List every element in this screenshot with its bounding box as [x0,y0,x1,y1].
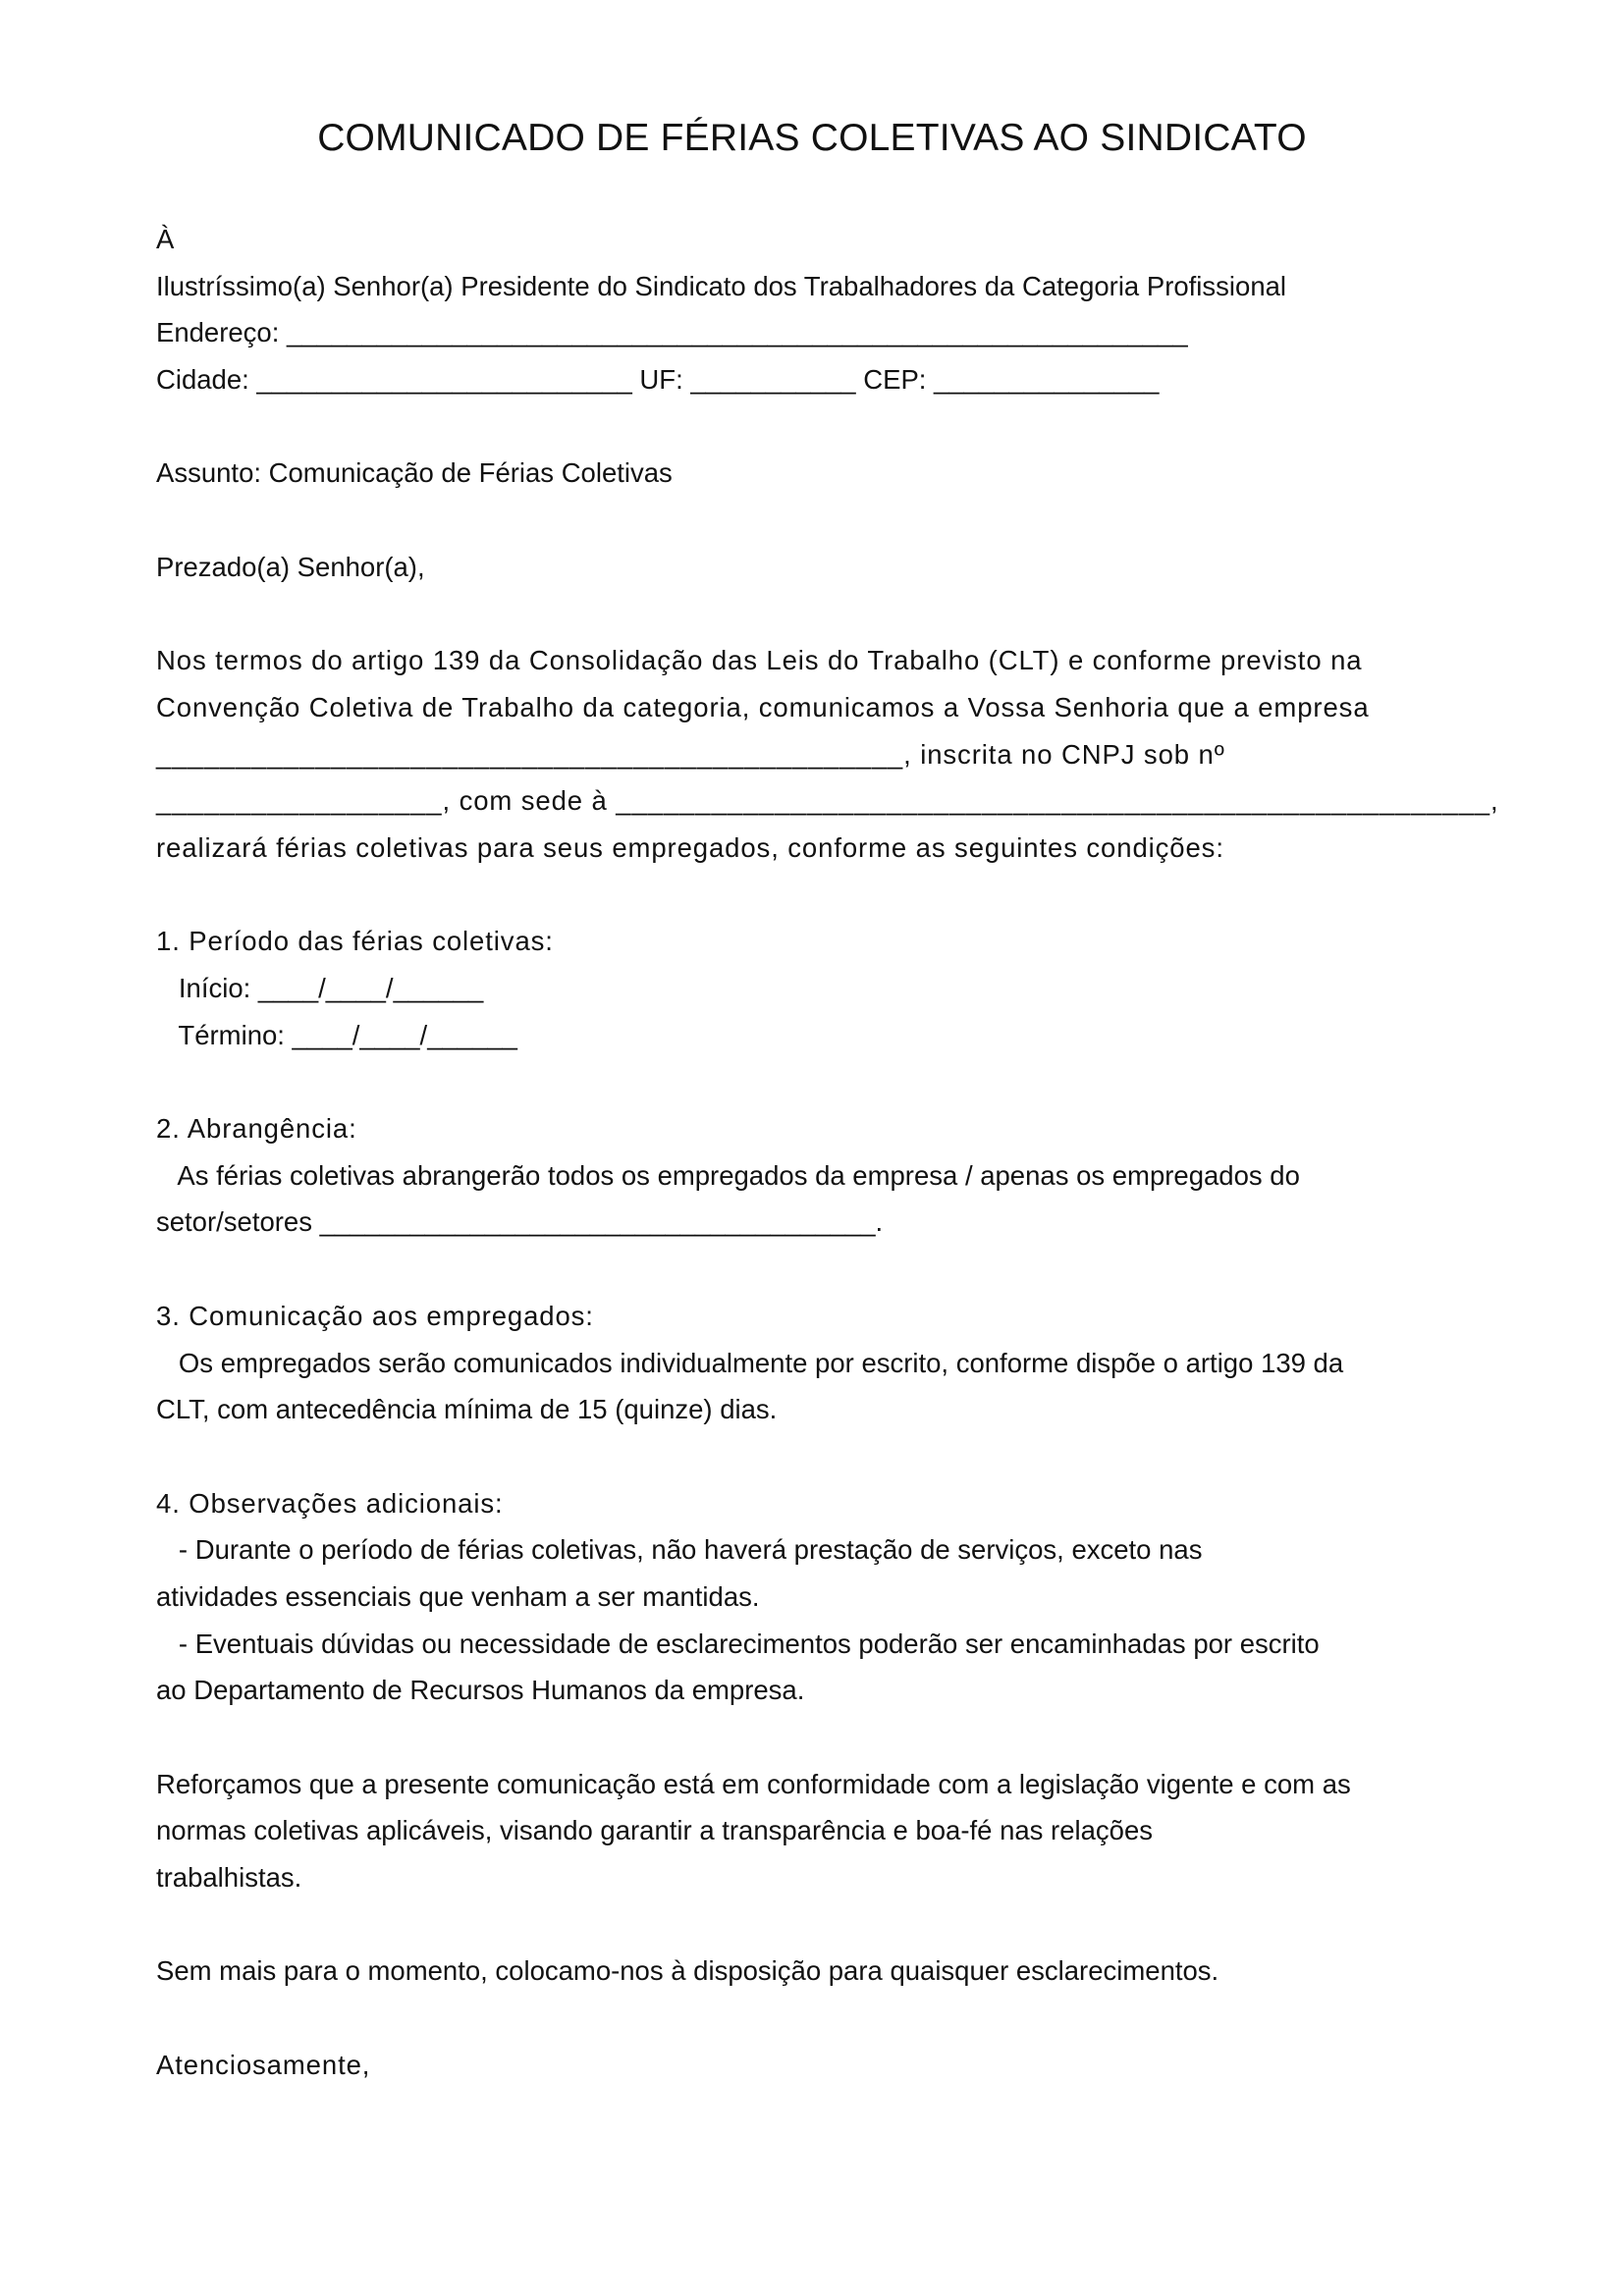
document-title: COMUNICADO DE FÉRIAS COLETIVAS AO SINDICATO [317,117,1307,159]
section-2-line: setor/setores _____________________________________. [156,1206,884,1238]
section-2-line: As férias coletivas abrangerão todos os empregados da empresa / apenas os empregados do [156,1159,1300,1191]
section-3-line: CLT, com antecedência mínima de 15 (quinze) dias. [156,1394,778,1425]
subject-line: Assunto: Comunicação de Férias Coletivas [156,457,673,489]
section-3-heading: 3. Comunicação aos empregados: [156,1300,594,1331]
recipient-to: À [156,224,175,254]
reinforcement-line: normas coletivas aplicáveis, visando garantir a transparência e boa-fé nas relações [156,1815,1153,1846]
section-2-heading: 2. Abrangência: [156,1113,357,1145]
document-body [156,216,1570,2089]
section-4-line: ao Departamento de Recursos Humanos da empresa. [156,1675,805,1706]
intro-line: realizará férias coletivas para seus empregados, conforme as seguintes condições: [156,831,1224,863]
address-field-line: Endereço: ____________________________________________________________ [156,317,1188,348]
salutation: Prezado(a) Senhor(a), [156,551,425,582]
section-3-line: Os empregados serão comunicados individualmente por escrito, conforme dispõe o artigo 139 da [156,1347,1344,1378]
section-4-line: - Durante o período de férias coletivas, não haverá prestação de serviços, exceto nas [156,1534,1203,1566]
vacation-end-date-field: Término: ____/____/______ [156,1019,517,1050]
recipient-addressee: Ilustríssimo(a) Senhor(a) Presidente do Sindicato dos Trabalhadores da Categoria Profissional [156,270,1287,301]
reinforcement-line: Reforçamos que a presente comunicação está em conformidade com a legislação vigente e com as [156,1768,1351,1799]
city-uf-cep-field-line: Cidade: _________________________ UF: ___________ CEP: _______________ [156,364,1160,396]
vacation-start-date-field: Início: ____/____/______ [156,973,484,1003]
section-4-heading: 4. Observações adicionais: [156,1487,504,1519]
section-4-line: - Eventuais dúvidas ou necessidade de esclarecimentos poderão ser encaminhadas por escrito [156,1628,1320,1659]
intro-line: Nos termos do artigo 139 da Consolidação das Leis do Trabalho (CLT) e conforme previsto na [156,645,1363,676]
section-4-line: atividades essenciais que venham a ser mantidas. [156,1580,760,1612]
reinforcement-line: trabalhistas. [156,1862,302,1894]
intro-line: __________________, com sede à _______________________________________________________, [156,785,1499,817]
intro-line: Convenção Coletiva de Trabalho da categoria, comunicamos a Vossa Senhoria que a empresa [156,691,1370,722]
section-1-heading: 1. Período das férias coletivas: [156,926,554,957]
closing-remark: Sem mais para o momento, colocamo-nos à disposição para quaisquer esclarecimentos. [156,1955,1219,1987]
sign-off: Atenciosamente, [156,2049,371,2080]
intro-line: _______________________________________________, inscrita no CNPJ sob nº [156,738,1225,770]
